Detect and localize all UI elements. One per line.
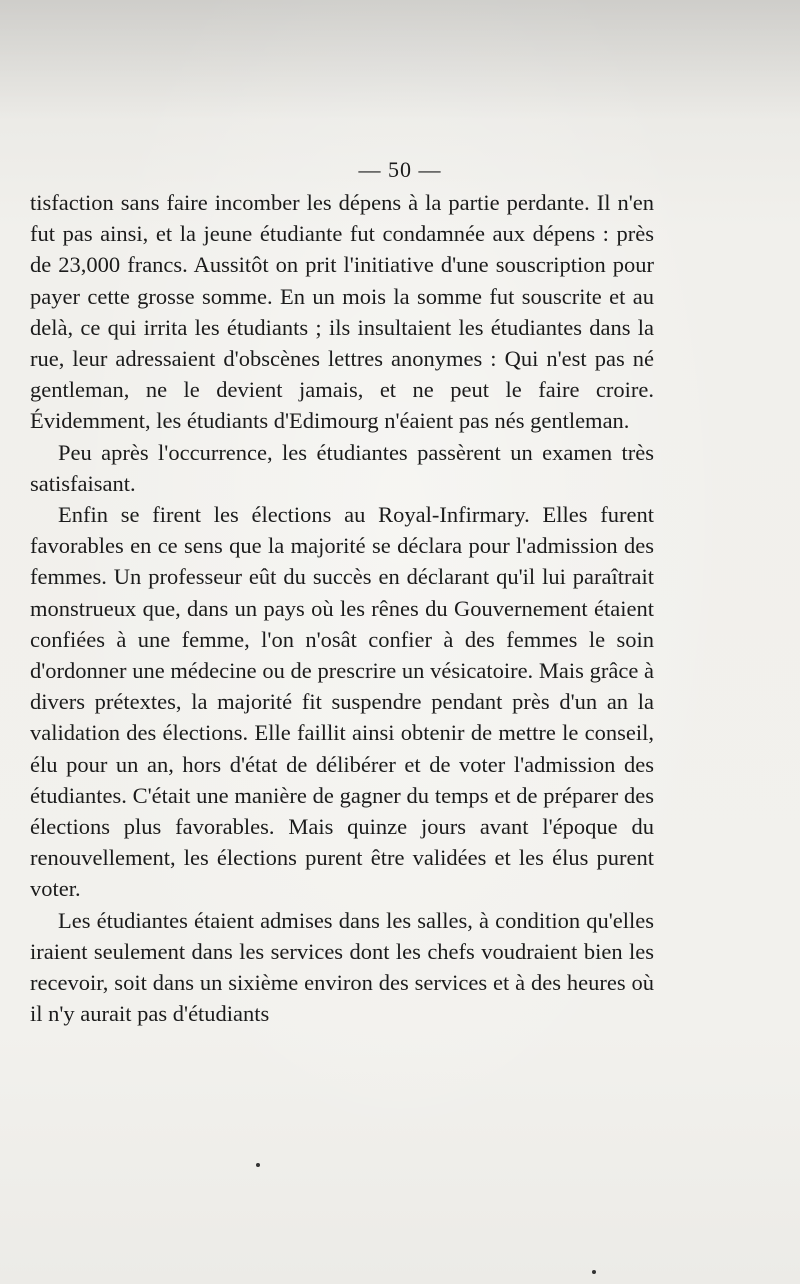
body-text [30, 187, 654, 1029]
page-edge-shadow [0, 0, 800, 120]
ink-speck [256, 1163, 260, 1167]
paragraph-4: Les étudiantes étaient admises dans les salles, à condition qu'elles iraient seulement dans les services dont les chefs voudraient bien les recevoir, soit dans un sixième environ des services et à des heures où il n'y aurait pas d'étudiants [30, 907, 654, 1027]
page-number: — 50 — [358, 157, 442, 182]
paragraph-3: Enfin se firent les élections au Royal-Infirmary. Elles furent favorables en ce sens que la majorité se déclara pour l'admission des femmes. Un professeur eût du succès en déclarant qu'il lui paraîtrait monstrueux que, dans un pays où les rênes du Gouvernement étaient confiées à une femme, l'on n'osât confier à des femmes le soin d'ordonner une médecine ou de prescrire un vésicatoire. Mais grâce à divers prétextes, la majorité fit suspendre pendant près d'un an la validation des élections. Elle faillit ainsi obtenir de mettre le conseil, élu pour un an, hors d'état de délibérer et de voter l'admission des étudiantes. C'était une manière de gagner du temps et de préparer des élections plus favorables. Mais quinze jours avant l'époque du renouvellement, les élections purent être validées et les élus purent voter. [30, 502, 654, 902]
ink-speck [592, 1270, 596, 1274]
paragraph-2: Peu après l'occurrence, les étudiantes passèrent un examen très satisfaisant. [30, 439, 654, 496]
paragraph-1: tisfaction sans faire incomber les dépens à la partie perdante. Il n'en fut pas ainsi, et la jeune étudiante fut condamnée aux dépens : près de 23,000 francs. Aussitôt on prit l'initiative d'une souscription pour payer cette grosse somme. En un mois la somme fut souscrite et au delà, ce qui irrita les étudiants ; ils insultaient les étudiantes dans la rue, leur adressaient d'obscènes lettres anonymes : Qui n'est pas né gentleman, ne le devient jamais, et ne peut le faire croire. Évidemment, les étudiants d'Edimourg n'éaient pas nés gentleman. [30, 190, 654, 434]
